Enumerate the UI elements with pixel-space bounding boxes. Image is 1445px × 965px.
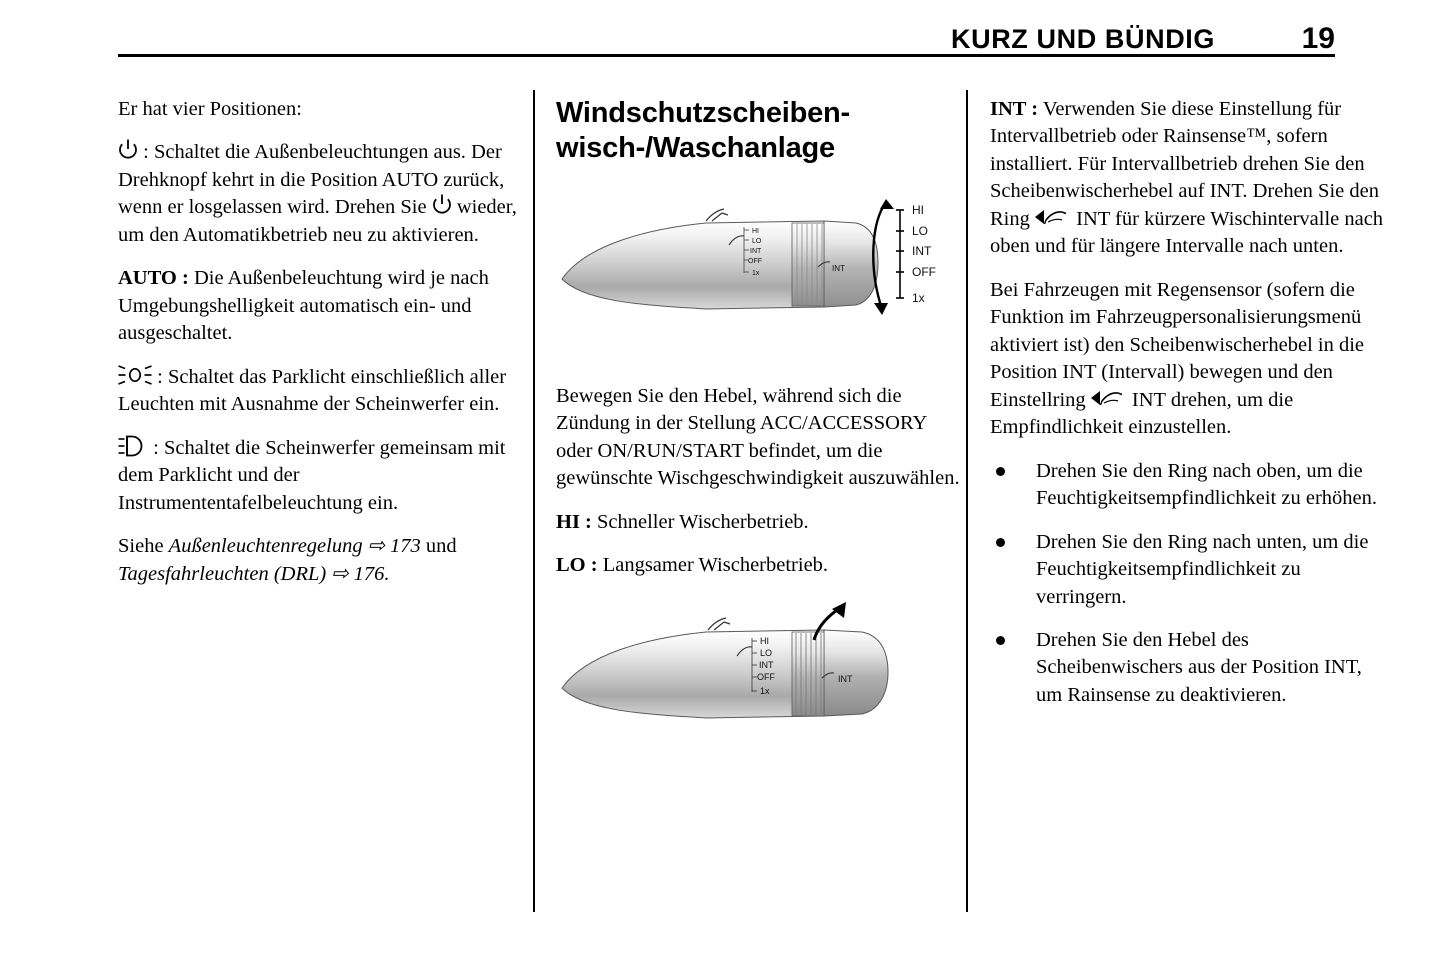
list-item	[990, 529, 1390, 611]
ref-mid: und	[425, 535, 457, 558]
svg-text:INT: INT	[750, 247, 762, 255]
header-rule	[118, 54, 1335, 57]
rainsense-bullet-list	[990, 458, 1390, 710]
rain-icon-label: INT	[1131, 388, 1166, 411]
wiper-stalk-diagram	[556, 197, 960, 357]
power-text-tail: wieder, um den Automatikbetrieb neu zu aktivieren.	[118, 196, 517, 246]
auto-position-paragraph	[118, 265, 518, 347]
ref-prefix: Siehe	[118, 535, 164, 558]
wiper-intro-paragraph: Bewegen Sie den Hebel, während sich die Zündung in der Stellung ACC/ACCESSORY oder ON/RUN/START befindet, um die gewünschte Wischgeschwindigkeit auszuwählen.	[556, 384, 960, 490]
int-text-1: Verwenden Sie diese Einstellung für Intervallbetrieb oder Rainsense™, sofern installiert. Für Intervallbetrieb drehen Sie den Scheibenwischerhebel auf INT. Drehen Sie den Ring	[990, 98, 1379, 230]
ref-page-2: 176.	[353, 562, 390, 585]
bullet-text: Drehen Sie den Ring nach unten, um die Feuchtigkeitsempfindlichkeit zu verringern.	[1036, 530, 1369, 608]
svg-text:LO: LO	[752, 237, 762, 245]
power-symbol-icon-2	[432, 194, 452, 216]
svg-text:INT: INT	[832, 263, 845, 273]
headlamp-paragraph	[118, 435, 518, 517]
page-number: 19	[1301, 22, 1335, 55]
headlamp-text: Schaltet die Scheinwerfer gemeinsam mit dem Parklicht und der Instrumententafelbeleuchtung ein.	[118, 436, 506, 514]
rainsense-paragraph	[990, 277, 1390, 442]
section-title: Windschutzscheiben-wisch-/Waschanlage	[556, 97, 851, 165]
page-title: KURZ UND BÜNDIG	[951, 24, 1215, 54]
headlamp-colon: :	[153, 436, 159, 459]
column-divider-1	[533, 90, 535, 912]
list-item	[990, 458, 1390, 513]
lo-text: Langsamer Wischerbetrieb.	[602, 554, 829, 577]
wiper-ring-figure	[556, 596, 960, 756]
parking-lamp-icon	[118, 364, 152, 386]
column-3	[990, 96, 1390, 725]
bullet-text: Drehen Sie den Ring nach oben, um die Feuchtigkeitsempfindlichkeit zu erhöhen.	[1036, 459, 1378, 510]
column-2	[556, 96, 960, 782]
parking-colon: :	[157, 365, 163, 388]
ref-link-1[interactable]: Außenleuchtenregelung	[168, 535, 363, 558]
svg-text:INT: INT	[838, 673, 853, 684]
column-divider-2	[966, 90, 968, 912]
int-text-2: für kürzere Wischintervalle nach oben und für längere Intervalle nach unten.	[990, 207, 1384, 258]
intro-paragraph: Er hat vier Positionen:	[118, 98, 302, 120]
svg-text:LO: LO	[912, 223, 929, 238]
hi-text: Schneller Wischerbetrieb.	[597, 510, 809, 533]
list-item	[990, 627, 1390, 709]
ref-arrow-1: ⇨	[367, 535, 385, 558]
page-header	[118, 24, 1335, 70]
svg-text:HI: HI	[752, 227, 759, 235]
svg-text:OFF: OFF	[912, 264, 936, 279]
wiper-stalk-figure	[556, 197, 960, 357]
ref-arrow-2: ⇨	[331, 562, 349, 585]
svg-text:OFF: OFF	[748, 257, 762, 265]
column-1	[118, 96, 518, 604]
lo-paragraph	[556, 552, 960, 579]
bullet-text: Drehen Sie den Hebel des Scheibenwischers aus der Position INT, um Rainsense zu deaktivieren.	[1036, 628, 1362, 706]
wiper-ring-icon-2	[1091, 387, 1127, 409]
svg-text:HI: HI	[760, 635, 769, 646]
hi-label: HI :	[556, 510, 592, 533]
int-icon-label: INT	[1076, 207, 1110, 230]
wiper-ring-icon	[1035, 206, 1071, 228]
svg-text:HI: HI	[912, 202, 924, 217]
svg-text:INT: INT	[759, 659, 774, 670]
svg-text:OFF: OFF	[757, 671, 775, 682]
parking-text: Schaltet das Parklicht einschließlich aller Leuchten mit Ausnahme der Scheinwerfer ein.	[118, 365, 507, 416]
headlamp-icon	[118, 435, 148, 457]
lo-label: LO :	[556, 554, 598, 577]
wiper-ring-diagram	[556, 596, 960, 756]
svg-text:1x: 1x	[760, 685, 770, 696]
auto-text: Die Außenbeleuchtung wird je nach Umgebungshelligkeit automatisch ein- und ausgeschaltet.	[118, 267, 489, 345]
hi-paragraph	[556, 509, 960, 536]
rain-text-1: Bei Fahrzeugen mit Regensensor (sofern die Funktion im Fahrzeugpersonalisierungsmenü aktiviert ist) den Scheibenwischerhebel in die Position INT (Intervall) bewegen und den Einstellring	[990, 278, 1365, 411]
ref-link-2[interactable]: Tagesfahrleuchten (DRL)	[118, 562, 327, 585]
svg-text:LO: LO	[760, 647, 773, 658]
auto-label: AUTO :	[118, 267, 189, 290]
int-label: INT :	[990, 98, 1039, 120]
parking-lamp-paragraph	[118, 364, 518, 419]
svg-text:1x: 1x	[912, 290, 925, 305]
power-symbol-icon	[118, 139, 138, 161]
power-colon: :	[143, 141, 149, 164]
rain-text-2: drehen, um die Empfindlichkeit einzustellen.	[990, 388, 1294, 439]
svg-text:1x: 1x	[752, 269, 760, 277]
cross-reference-paragraph	[118, 533, 518, 588]
ref-page-1: 173	[390, 535, 421, 558]
int-paragraph	[990, 96, 1390, 261]
svg-text:INT: INT	[912, 243, 932, 258]
power-position-paragraph	[118, 139, 518, 249]
power-text: Schaltet die Außenbeleuchtungen aus. Der Drehknopf kehrt in die Position AUTO zurück, wenn er losgelassen wird. Drehen Sie	[118, 141, 505, 219]
